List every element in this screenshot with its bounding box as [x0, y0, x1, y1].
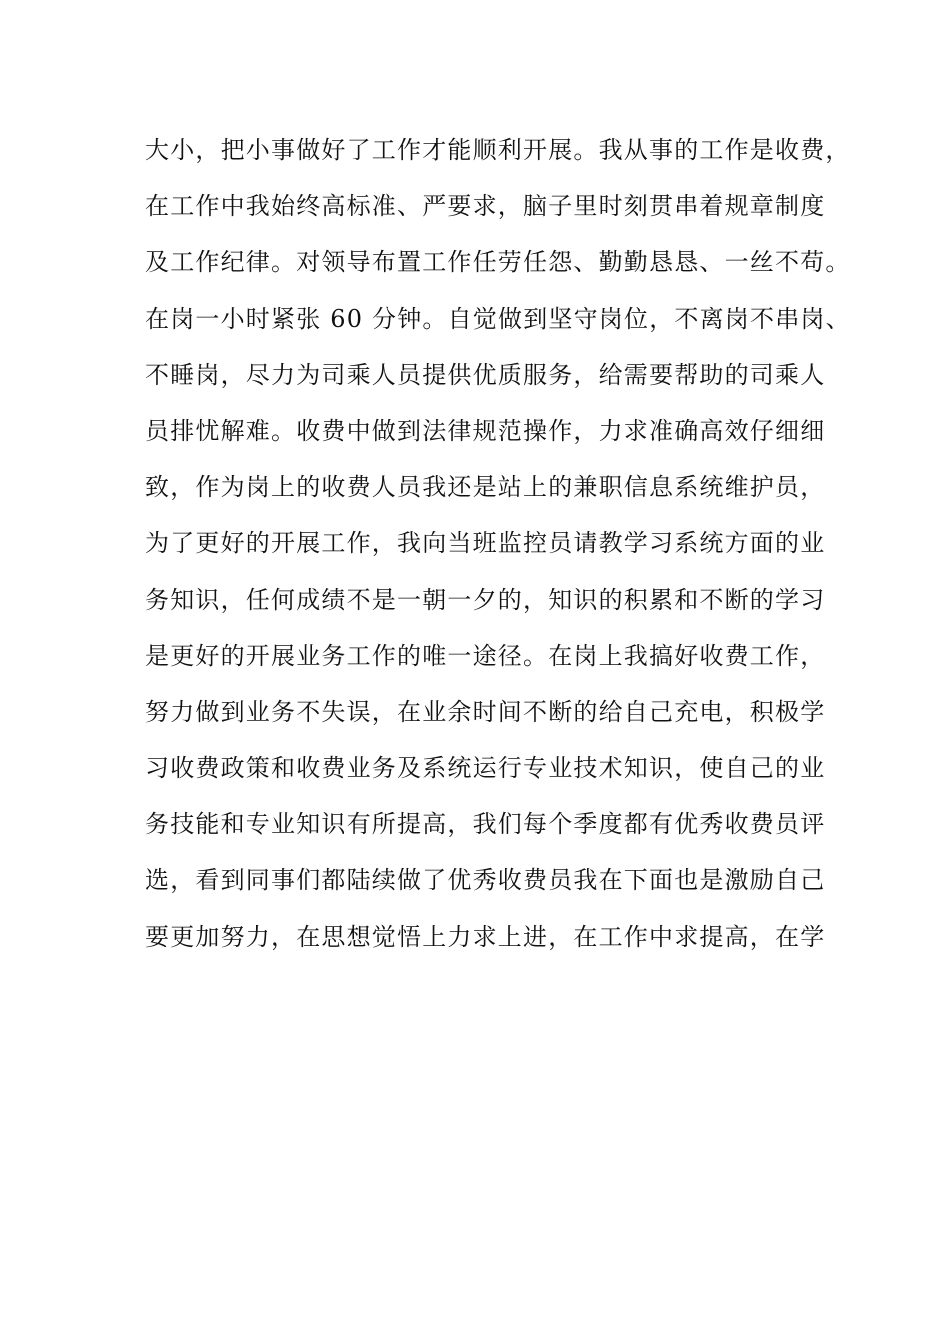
- text-line: 习收费政策和收费业务及系统运行专业技术知识，使自己的业: [145, 754, 826, 783]
- text-line: 选，看到同事们都陆续做了优秀收费员我在下面也是激励自己: [145, 866, 826, 895]
- text-line: 员排忧解难。收费中做到法律规范操作，力求准确高效仔细细: [145, 416, 826, 445]
- text-line: 致，作为岗上的收费人员我还是站上的兼职信息系统维护员，: [145, 473, 826, 502]
- text-line: 不睡岗，尽力为司乘人员提供优质服务，给需要帮助的司乘人: [145, 360, 826, 389]
- text-line: 为了更好的开展工作，我向当班监控员请教学习系统方面的业: [145, 529, 826, 558]
- text-line: 是更好的开展业务工作的唯一途径。在岗上我搞好收费工作，: [145, 641, 826, 670]
- text-line: 及工作纪律。对领导布置工作任劳任怨、勤勤恳恳、一丝不苟。: [145, 248, 851, 277]
- text-line: 要更加努力，在思想觉悟上力求上进，在工作中求提高，在学: [145, 922, 826, 951]
- text-line: 务知识，任何成绩不是一朝一夕的，知识的积累和不断的学习: [145, 585, 826, 614]
- text-line: 在岗一小时紧张 60 分钟。自觉做到坚守岗位，不离岗不串岗、: [145, 304, 851, 333]
- text-line: 努力做到业务不失误，在业余时间不断的给自己充电，积极学: [145, 697, 826, 726]
- text-line: 务技能和专业知识有所提高，我们每个季度都有优秀收费员评: [145, 810, 826, 839]
- text-line: 大小，把小事做好了工作才能顺利开展。我从事的工作是收费，: [145, 136, 851, 164]
- text-line: 在工作中我始终高标准、严要求，脑子里时刻贯串着规章制度: [145, 192, 826, 221]
- body-text: [145, 130, 851, 973]
